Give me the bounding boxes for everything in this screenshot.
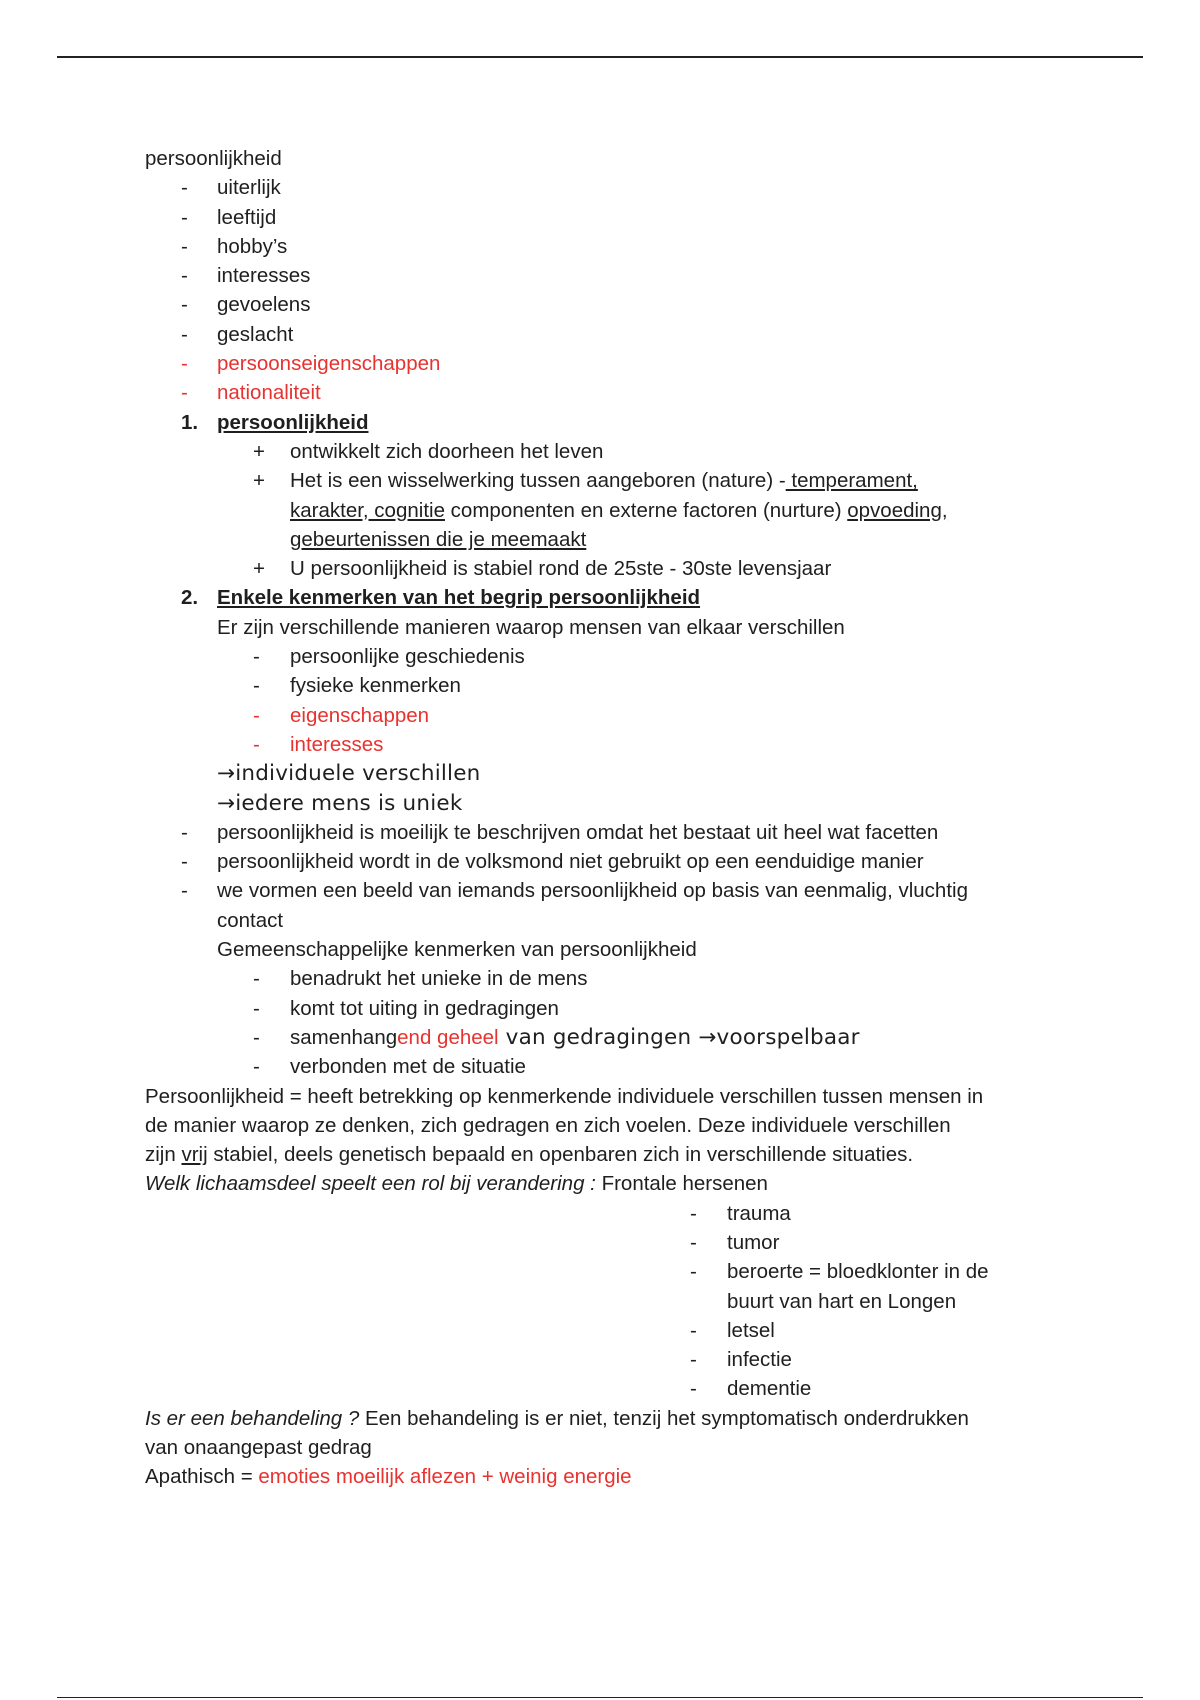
list-item: - fysieke kenmerken (253, 674, 461, 698)
plus-item-continuation: gebeurtenissen die je meemaakt (290, 527, 587, 551)
plus-item: + Het is een wisselwerking tussen aangeboren (nature) - temperament, (253, 469, 918, 493)
definition-line: de manier waarop ze denken, zich gedragen en zich voelen. Deze individuele verschillen (145, 1113, 951, 1137)
arrow-note: →iedere mens is uniek (217, 790, 463, 816)
list-item: - komt tot uiting in gedragingen (253, 996, 559, 1020)
list-item: - beroerte = bloedklonter in de (690, 1260, 989, 1284)
list-item: - letsel (690, 1318, 775, 1342)
question-treatment: Is er een behandeling ? Een behandeling is er niet, tenzij het symptomatisch onderdrukken (145, 1406, 969, 1430)
list-item: - trauma (690, 1201, 791, 1225)
section-1-heading: 1. persoonlijkheid (181, 410, 369, 434)
definition-line: Persoonlijkheid = heeft betrekking op kenmerkende individuele verschillen tussen mensen in (145, 1084, 984, 1108)
document-body (145, 144, 1105, 1492)
question-treatment-continuation: van onaangepast gedrag (145, 1436, 372, 1460)
question-body-part: Welk lichaamsdeel speelt een rol bij verandering : Frontale hersenen (145, 1172, 768, 1196)
list-item-highlight: - nationaliteit (181, 381, 321, 405)
bottom-rule (57, 1697, 1143, 1698)
intro-title: persoonlijkheid (145, 147, 282, 170)
list-item-highlight: - persoonseigenschappen (181, 352, 441, 376)
list-item: - infectie (690, 1348, 792, 1372)
list-item: - tumor (690, 1230, 780, 1254)
arrow-note: →individuele verschillen (217, 761, 481, 787)
list-item: - geslacht (181, 322, 294, 346)
plus-item: + ontwikkelt zich doorheen het leven (253, 439, 604, 463)
apathisch-definition: Apathisch = emoties moeilijk aflezen + weinig energie (145, 1465, 632, 1489)
fact-item: - persoonlijkheid wordt in de volksmond niet gebruikt op een eenduidige manier (181, 850, 924, 874)
list-item: - dementie (690, 1377, 812, 1401)
plus-item: + U persoonlijkheid is stabiel rond de 25ste - 30ste levensjaar (253, 557, 832, 581)
top-rule (57, 56, 1143, 58)
list-item-continuation: buurt van hart en Longen (727, 1289, 957, 1313)
fact-item: - persoonlijkheid is moeilijk te beschrijven omdat het bestaat uit heel wat facetten (181, 820, 939, 844)
list-item: - hobby’s (181, 234, 288, 258)
list-item: - gevoelens (181, 293, 311, 317)
fact-item: - we vormen een beeld van iemands persoonlijkheid op basis van eenmalig, vluchtig (181, 879, 968, 903)
list-item: - uiterlijk (181, 176, 281, 200)
section-2-heading: 2. Enkele kenmerken van het begrip persoonlijkheid (181, 586, 701, 610)
common-heading: Gemeenschappelijke kenmerken van persoonlijkheid (217, 938, 697, 962)
list-item: - verbonden met de situatie (253, 1055, 526, 1079)
plus-item-continuation: karakter, cognitie componenten en externe factoren (nurture) opvoeding, (290, 498, 948, 522)
list-item: - interesses (181, 264, 311, 288)
list-item: - persoonlijke geschiedenis (253, 645, 525, 669)
fact-item-continuation: contact (217, 908, 284, 932)
list-item: - benadrukt het unieke in de mens (253, 967, 588, 991)
list-item-highlight: - eigenschappen (253, 703, 430, 727)
section-2-intro: Er zijn verschillende manieren waarop mensen van elkaar verschillen (217, 615, 845, 639)
definition-line: zijn vrij stabiel, deels genetisch bepaald en openbaren zich in verschillende situaties. (145, 1143, 914, 1167)
list-item: - leeftijd (181, 205, 277, 229)
list-item: - samenhangend geheel van gedragingen →voorspelbaar (253, 1024, 860, 1050)
list-item-highlight: - interesses (253, 732, 384, 756)
